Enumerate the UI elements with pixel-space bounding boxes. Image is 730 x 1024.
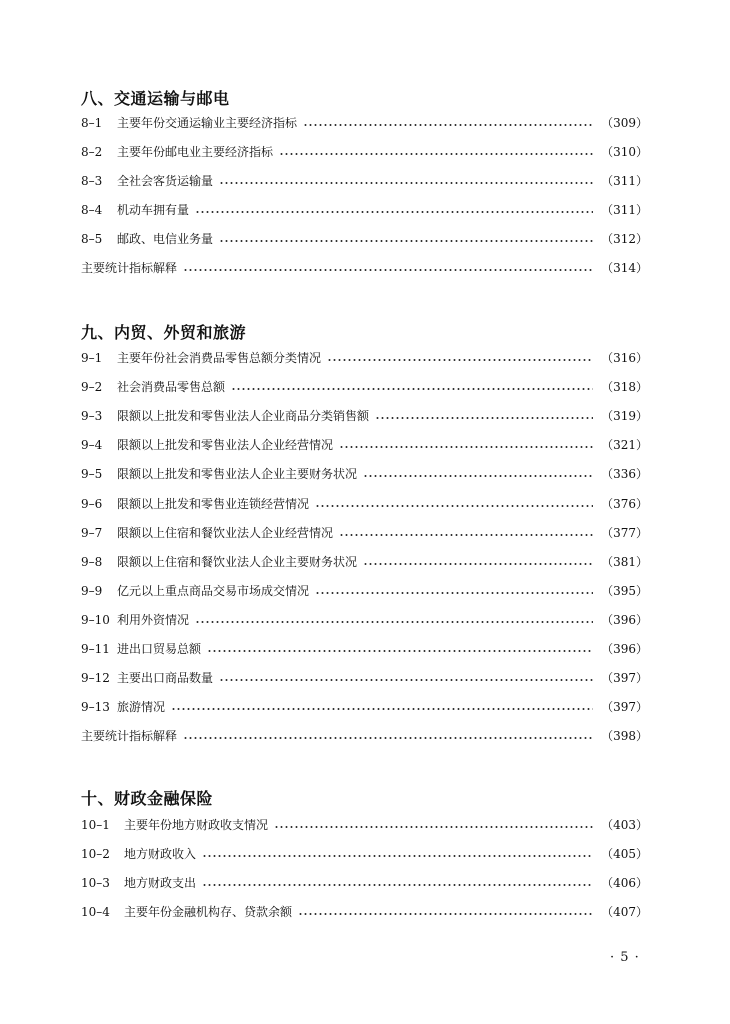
toc-entry[interactable] — [81, 523, 648, 543]
footer-page-number: · 5 · — [610, 950, 640, 965]
entry-title: 主要年份社会消费品零售总额分类情况 — [117, 351, 322, 365]
dot-leader — [279, 153, 593, 155]
dot-leader — [219, 182, 593, 184]
entry-number: 10–4 — [81, 905, 110, 919]
dot-leader — [339, 446, 593, 448]
toc-entry[interactable] — [81, 844, 648, 864]
entry-title: 地方财政收入 — [124, 847, 197, 861]
dot-leader — [315, 592, 593, 594]
entry-page-number: （397） — [601, 671, 648, 685]
entry-number: 9–11 — [81, 642, 110, 656]
toc-entry[interactable] — [81, 639, 648, 659]
dot-leader — [303, 124, 593, 126]
entry-number: 9–9 — [81, 584, 103, 598]
entry-title: 邮政、电信业务量 — [117, 232, 214, 246]
toc-entry[interactable] — [81, 377, 648, 397]
entry-number: 10–2 — [81, 847, 110, 861]
entry-number: 9–1 — [81, 351, 103, 365]
entry-page-number: （309） — [601, 116, 648, 130]
entry-page-number: （321） — [601, 438, 648, 452]
entry-page-number: （311） — [601, 203, 648, 217]
entry-number: 9–8 — [81, 555, 103, 569]
toc-entry-explanation[interactable] — [81, 258, 648, 278]
dot-leader — [375, 417, 593, 419]
entry-title: 限额以上批发和零售业法人企业经营情况 — [117, 438, 334, 452]
toc-entry[interactable] — [81, 113, 648, 133]
section-heading: 八、交通运输与邮电 — [81, 89, 230, 108]
dot-leader — [231, 388, 593, 390]
toc-entry[interactable] — [81, 406, 648, 426]
entry-title: 利用外资情况 — [117, 613, 190, 627]
entry-number: 9–13 — [81, 700, 110, 714]
entry-title: 限额以上住宿和餐饮业法人企业主要财务状况 — [117, 555, 358, 569]
entry-page-number: （403） — [601, 818, 648, 832]
toc-entry[interactable] — [81, 200, 648, 220]
dot-leader — [274, 826, 593, 828]
entry-title: 限额以上批发和零售业法人企业商品分类销售额 — [117, 409, 370, 423]
dot-leader — [195, 211, 593, 213]
dot-leader — [327, 359, 593, 361]
entry-number: 10–3 — [81, 876, 110, 890]
entry-page-number: （381） — [601, 555, 648, 569]
entry-page-number: （396） — [601, 642, 648, 656]
entry-title: 主要年份地方财政收支情况 — [124, 818, 269, 832]
entry-number: 8–2 — [81, 145, 103, 159]
entry-number: 9–7 — [81, 526, 103, 540]
entry-page-number: （316） — [601, 351, 648, 365]
dot-leader — [183, 737, 593, 739]
entry-title: 旅游情况 — [117, 700, 166, 714]
dot-leader — [183, 269, 593, 271]
dot-leader — [363, 475, 593, 477]
toc-entry[interactable] — [81, 435, 648, 455]
toc-entry[interactable] — [81, 902, 648, 922]
entry-number: 9–4 — [81, 438, 103, 452]
dot-leader — [219, 679, 593, 681]
entry-page-number: （396） — [601, 613, 648, 627]
entry-page-number: （318） — [601, 380, 648, 394]
entry-title: 主要年份邮电业主要经济指标 — [117, 145, 274, 159]
dot-leader — [298, 913, 593, 915]
entry-title: 主要年份金融机构存、贷款余额 — [124, 905, 293, 919]
toc-entry[interactable] — [81, 142, 648, 162]
entry-number: 9–2 — [81, 380, 103, 394]
entry-number: 9–5 — [81, 467, 103, 481]
entry-number: 8–3 — [81, 174, 103, 188]
dot-leader — [219, 240, 593, 242]
toc-entry[interactable] — [81, 668, 648, 688]
entry-title: 机动车拥有量 — [117, 203, 190, 217]
entry-title: 限额以上住宿和餐饮业法人企业经营情况 — [117, 526, 334, 540]
entry-page-number: （336） — [601, 467, 648, 481]
entry-page-number: （406） — [601, 876, 648, 890]
dot-leader — [202, 855, 593, 857]
toc-entry-explanation[interactable] — [81, 726, 648, 746]
entry-number: 10–1 — [81, 818, 110, 832]
toc-entry[interactable] — [81, 494, 648, 514]
entry-page-number: （376） — [601, 497, 648, 511]
toc-entry[interactable] — [81, 610, 648, 630]
entry-page-number: （377） — [601, 526, 648, 540]
entry-number: 9–10 — [81, 613, 110, 627]
entry-page-number: （310） — [601, 145, 648, 159]
dot-leader — [363, 563, 593, 565]
entry-title: 地方财政支出 — [124, 876, 197, 890]
entry-title: 亿元以上重点商品交易市场成交情况 — [117, 584, 310, 598]
entry-page-number: （407） — [601, 905, 648, 919]
entry-page-number: （397） — [601, 700, 648, 714]
toc-entry[interactable] — [81, 697, 648, 717]
dot-leader — [202, 884, 593, 886]
dot-leader — [207, 650, 593, 652]
entry-number: 9–6 — [81, 497, 103, 511]
dot-leader — [315, 505, 593, 507]
section-heading: 十、财政金融保险 — [81, 789, 214, 808]
dot-leader — [195, 621, 593, 623]
section-heading: 九、内贸、外贸和旅游 — [81, 323, 247, 342]
dot-leader — [339, 534, 593, 536]
entry-title: 主要统计指标解释 — [81, 729, 178, 743]
toc-entry[interactable] — [81, 815, 648, 835]
entry-title: 全社会客货运输量 — [117, 174, 214, 188]
entry-page-number: （311） — [601, 174, 648, 188]
entry-number: 8–5 — [81, 232, 103, 246]
entry-title: 主要年份交通运输业主要经济指标 — [117, 116, 298, 130]
toc-entry[interactable] — [81, 348, 648, 368]
toc-entry[interactable] — [81, 552, 648, 572]
toc-entry[interactable] — [81, 581, 648, 601]
entry-title: 进出口贸易总额 — [117, 642, 202, 656]
toc-entry[interactable] — [81, 229, 648, 249]
entry-page-number: （405） — [601, 847, 648, 861]
entry-title: 社会消费品零售总额 — [117, 380, 226, 394]
entry-page-number: （319） — [601, 409, 648, 423]
entry-title: 限额以上批发和零售业法人企业主要财务状况 — [117, 467, 358, 481]
toc-entry[interactable] — [81, 464, 648, 484]
entry-number: 8–1 — [81, 116, 103, 130]
entry-page-number: （314） — [601, 261, 648, 275]
dot-leader — [171, 708, 593, 710]
entry-page-number: （395） — [601, 584, 648, 598]
entry-title: 主要统计指标解释 — [81, 261, 178, 275]
entry-title: 主要出口商品数量 — [117, 671, 214, 685]
toc-entry[interactable] — [81, 873, 648, 893]
entry-page-number: （398） — [601, 729, 648, 743]
entry-number: 9–12 — [81, 671, 110, 685]
entry-number: 9–3 — [81, 409, 103, 423]
entry-title: 限额以上批发和零售业连锁经营情况 — [117, 497, 310, 511]
entry-number: 8–4 — [81, 203, 103, 217]
toc-entry[interactable] — [81, 171, 648, 191]
entry-page-number: （312） — [601, 232, 648, 246]
